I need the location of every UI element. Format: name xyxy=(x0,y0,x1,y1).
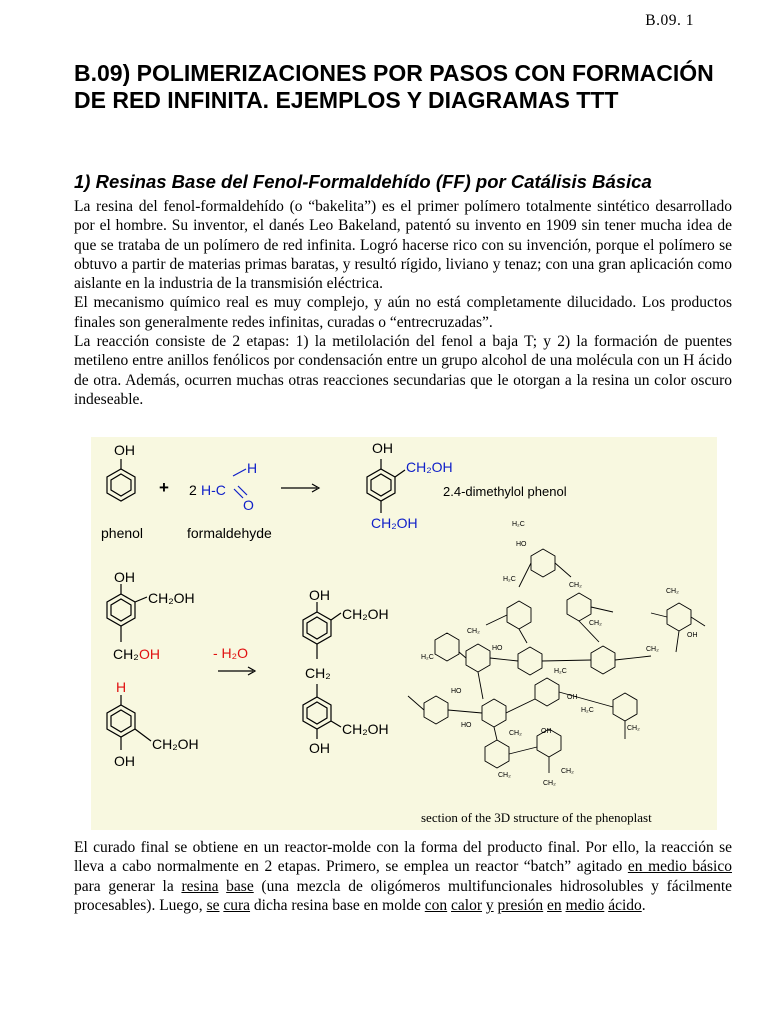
paragraph-reaction: La reacción consiste de 2 etapas: 1) la metilolación del fenol a baja T; y 2) la formación de puentes metileno entre anillos fenólicos por condensación entre un grupo alcohol de una molécula con un H ácido de otra. Además, ocurren muchas otras reacciones secundarias que le otorgan a la resina un color oscuro indeseable. xyxy=(74,333,732,408)
reactantA-ch2-label: CH₂ xyxy=(113,646,139,662)
product-oh-label: OH xyxy=(372,440,393,456)
network-label: CH₂ xyxy=(543,780,556,787)
reaction-figure xyxy=(91,437,717,830)
network-label: H₂C xyxy=(512,521,525,528)
chapter-title: B.09) POLIMERIZACIONES POR PASOS CON FORMACIÓN DE RED INFINITA. EJEMPLOS Y DIAGRAMAS TTT xyxy=(74,60,714,113)
underlined-text: cura xyxy=(223,896,251,914)
reactantB-oh-label: OH xyxy=(114,753,135,769)
underlined-text: medio xyxy=(565,896,605,914)
text-run xyxy=(218,878,226,895)
text-run: El curado final se obtiene en un reactor-molde con la forma del producto final. Por ello, la reacción se lleva a cabo normalmente en 2 etapas. Primero, se emplea un reactor “batch” agitado xyxy=(74,839,732,876)
network-label: CH₂ xyxy=(589,620,602,627)
water-elimination-label: - H₂O xyxy=(213,645,248,661)
network-label: HO xyxy=(451,688,462,695)
paragraph-curing xyxy=(74,838,732,915)
formaldehyde-hc-label: H-C xyxy=(201,482,226,498)
phenol-oh-label: OH xyxy=(114,442,135,458)
paragraph-history: La resina del fenol-formaldehído (o “bakelita”) es el primer polímero totalmente sintético desarrollado por el hombre. Su inventor, el danés Leo Bakeland, patentó su invento en 1909 sin tener mucha idea de que se trataba de un polímero de red infinita. Logró hacerse rico con su invención, porque el polímero se obtuvo a partir de materias primas baratas, y resultó rígido, liviano y tenaz; con una gran aplicación como aislante en la industria de la transmisión eléctrica. xyxy=(74,198,732,293)
text-run: dicha resina base en molde xyxy=(250,896,425,914)
network-label: OH xyxy=(541,728,552,735)
product-label: 2.4-dimethylol phenol xyxy=(443,484,567,499)
dimer-bridge-ch2-label: CH₂ xyxy=(305,665,331,681)
dimer-bottom-oh-label: OH xyxy=(309,740,330,756)
intro-text xyxy=(74,197,732,409)
network-label: CH₂ xyxy=(467,628,480,635)
underlined-text: ácido xyxy=(608,896,642,914)
phenol-label: phenol xyxy=(101,525,144,541)
underlined-text: resina xyxy=(181,877,219,895)
underlined-text: y xyxy=(485,896,494,914)
reactantA-ch2oh-label: CH₂OH xyxy=(148,590,195,606)
underlined-text: con xyxy=(424,896,448,914)
dimer-top-oh-label: OH xyxy=(309,587,330,603)
paragraph-mechanism: El mecanismo químico real es muy complejo, y aún no está completamente dilucidado. Los productos finales son generalmente redes infinitas, curadas o “entrecruzadas”. xyxy=(74,294,732,331)
network-label: HO xyxy=(492,645,503,652)
reactantB-h-label: H xyxy=(116,679,127,695)
reactantA-oh-label: OH xyxy=(114,569,135,585)
dimer-bottom-ch2oh-label: CH₂OH xyxy=(342,721,389,737)
underlined-text: se xyxy=(206,896,220,914)
figure-caption: section of the 3D structure of the phenoplast xyxy=(421,810,652,825)
underlined-text: base xyxy=(226,877,254,895)
text-run: (una mezcla de oligómeros multifuncionales hidrosolubles y fácilmente procesables). Luego, xyxy=(74,877,732,914)
text-run: . xyxy=(641,896,646,914)
plus-sign: + xyxy=(159,478,169,497)
network-label: CH₂ xyxy=(561,768,574,775)
network-label: CH₂ xyxy=(627,725,640,732)
section-title: 1) Resinas Base del Fenol-Formaldehído (FF) por Catálisis Básica xyxy=(74,171,652,192)
text-run: para generar la xyxy=(74,877,182,895)
network-label: HO xyxy=(461,722,472,729)
network-label: CH₂ xyxy=(666,588,679,595)
network-label: OH xyxy=(687,632,698,639)
network-label: H₂C xyxy=(581,707,594,714)
page-number: B.09. 1 xyxy=(645,12,694,29)
phenoplast-network xyxy=(408,549,705,773)
network-label: H₂C xyxy=(421,654,434,661)
underlined-text: en xyxy=(547,896,562,914)
product-ch2oh-label: CH₂OH xyxy=(406,459,453,475)
underlined-text: presión xyxy=(497,896,544,914)
formaldehyde-o-label: O xyxy=(243,497,254,513)
reactantB-ch2oh-label: CH₂OH xyxy=(152,736,199,752)
network-label: H₂C xyxy=(554,668,567,675)
network-label: CH₂ xyxy=(646,646,659,653)
closing-text xyxy=(74,838,732,915)
dimer-top-ch2oh-label: CH₂OH xyxy=(342,606,389,622)
reaction-diagram xyxy=(91,437,717,830)
coefficient: 2 xyxy=(189,482,197,498)
reactantA-oh-red-label: OH xyxy=(139,646,160,662)
network-label: CH₂ xyxy=(509,730,522,737)
product-ch2oh-para-label: CH₂OH xyxy=(371,515,418,531)
underlined-text: en medio básico xyxy=(627,858,732,876)
underlined-text: calor xyxy=(451,896,483,914)
network-label: H₂C xyxy=(503,576,516,583)
formaldehyde-label: formaldehyde xyxy=(187,525,272,541)
network-label: CH₂ xyxy=(498,772,511,779)
network-label: CH₂ xyxy=(569,582,582,589)
network-label: HO xyxy=(516,541,527,548)
network-label: OH xyxy=(567,694,578,701)
formaldehyde-h-label: H xyxy=(247,460,258,476)
